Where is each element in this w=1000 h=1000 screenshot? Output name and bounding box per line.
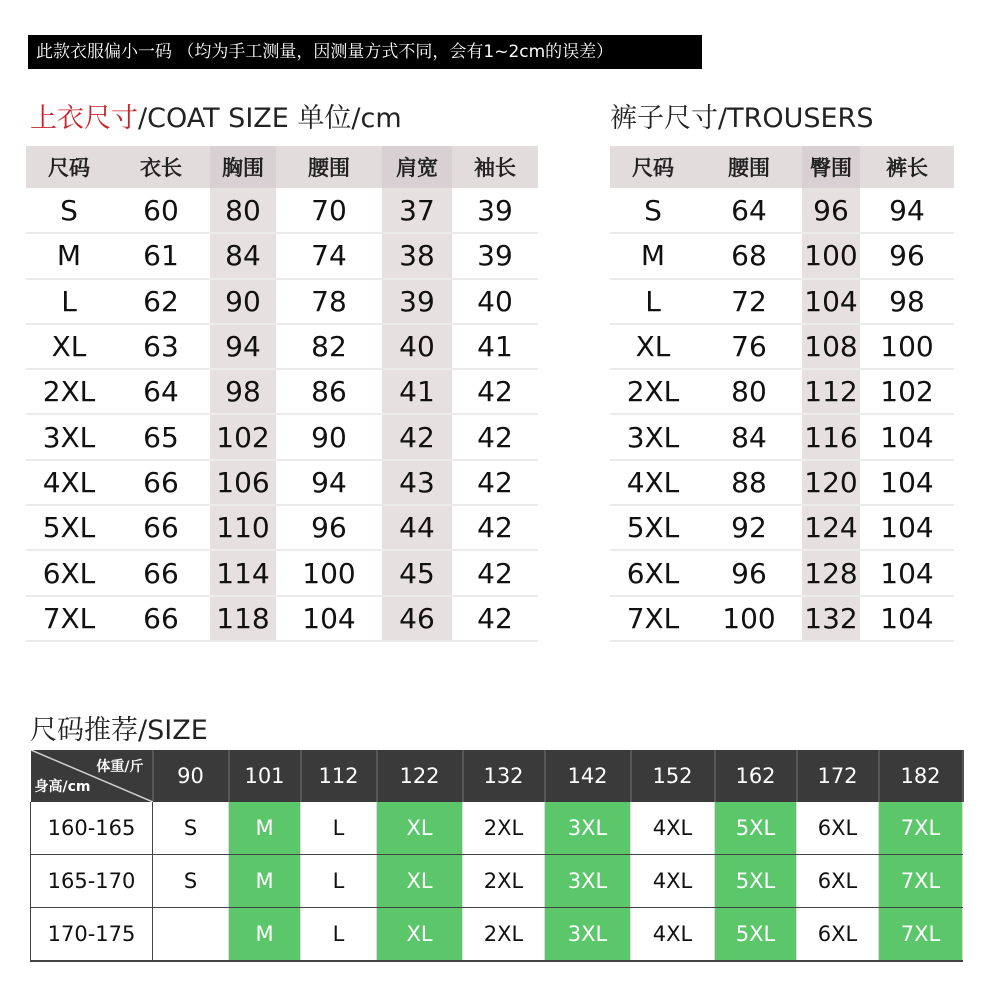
coat-size-cell: L xyxy=(26,279,112,324)
coat-size-cell: XL xyxy=(26,324,112,369)
coat-value-cell: 63 xyxy=(112,324,210,369)
coat-value-cell: 70 xyxy=(276,188,382,233)
recommended-size-cell: 3XL xyxy=(545,908,631,962)
coat-value-cell: 62 xyxy=(112,279,210,324)
coat-value-cell: 82 xyxy=(276,324,382,369)
trousers-row xyxy=(610,596,954,641)
coat-row xyxy=(26,369,538,414)
coat-value-cell: 39 xyxy=(382,279,452,324)
coat-value-cell: 38 xyxy=(382,233,452,278)
trousers-value-cell: 104 xyxy=(860,550,954,595)
recommended-size-cell: 4XL xyxy=(631,908,715,962)
trousers-row xyxy=(610,460,954,505)
coat-value-cell: 37 xyxy=(382,188,452,233)
trousers-value-cell: 104 xyxy=(860,505,954,550)
trousers-size-cell: L xyxy=(610,279,696,324)
coat-value-cell: 78 xyxy=(276,279,382,324)
coat-size-cell: 5XL xyxy=(26,505,112,550)
recommended-size-cell: L xyxy=(301,908,377,962)
recommend-row xyxy=(31,908,963,962)
trousers-value-cell: 120 xyxy=(802,460,860,505)
recommended-size-cell xyxy=(153,908,229,962)
trousers-size-cell: 4XL xyxy=(610,460,696,505)
coat-value-cell: 39 xyxy=(452,188,538,233)
coat-value-cell: 41 xyxy=(382,369,452,414)
coat-row xyxy=(26,596,538,641)
trousers-value-cell: 108 xyxy=(802,324,860,369)
coat-value-cell: 46 xyxy=(382,596,452,641)
trousers-value-cell: 116 xyxy=(802,414,860,459)
trousers-value-cell: 88 xyxy=(696,460,802,505)
coat-value-cell: 104 xyxy=(276,596,382,641)
trousers-value-cell: 112 xyxy=(802,369,860,414)
coat-value-cell: 96 xyxy=(276,505,382,550)
weight-header-cell: 101 xyxy=(229,750,301,802)
trousers-value-cell: 68 xyxy=(696,233,802,278)
weight-header-cell: 90 xyxy=(153,750,229,802)
trousers-value-cell: 72 xyxy=(696,279,802,324)
trousers-row xyxy=(610,188,954,233)
height-range-cell: 165-170 xyxy=(31,855,153,908)
coat-value-cell: 43 xyxy=(382,460,452,505)
trousers-row xyxy=(610,369,954,414)
coat-value-cell: 64 xyxy=(112,369,210,414)
trousers-size-table xyxy=(610,146,954,642)
weight-height-corner xyxy=(31,750,153,802)
weight-header-cell: 152 xyxy=(631,750,715,802)
trousers-row xyxy=(610,414,954,459)
recommended-size-cell: 2XL xyxy=(463,908,545,962)
corner-height-label: 身高/cm xyxy=(34,779,91,795)
recommended-size-cell: M xyxy=(229,855,301,908)
recommended-size-cell: M xyxy=(229,908,301,962)
coat-value-cell: 110 xyxy=(210,505,276,550)
recommended-size-cell: 5XL xyxy=(715,908,797,962)
coat-size-cell: 6XL xyxy=(26,550,112,595)
weight-header-cell: 122 xyxy=(377,750,463,802)
coat-header-cell: 肩宽 xyxy=(382,146,452,188)
recommended-size-cell: 6XL xyxy=(797,802,879,855)
coat-value-cell: 42 xyxy=(452,505,538,550)
recommend-row xyxy=(31,802,963,855)
coat-value-cell: 42 xyxy=(452,369,538,414)
size-recommend-title: 尺码推荐/SIZE xyxy=(30,715,208,746)
weight-header-cell: 162 xyxy=(715,750,797,802)
trousers-value-cell: 98 xyxy=(860,279,954,324)
trousers-value-cell: 100 xyxy=(696,596,802,641)
coat-value-cell: 98 xyxy=(210,369,276,414)
trousers-value-cell: 104 xyxy=(860,460,954,505)
trousers-value-cell: 94 xyxy=(860,188,954,233)
coat-value-cell: 66 xyxy=(112,550,210,595)
coat-value-cell: 60 xyxy=(112,188,210,233)
coat-value-cell: 42 xyxy=(382,414,452,459)
trousers-size-cell: 2XL xyxy=(610,369,696,414)
trousers-value-cell: 96 xyxy=(860,233,954,278)
recommended-size-cell: XL xyxy=(377,802,463,855)
coat-value-cell: 94 xyxy=(210,324,276,369)
coat-header-cell: 衣长 xyxy=(112,146,210,188)
coat-header-cell: 袖长 xyxy=(452,146,538,188)
coat-value-cell: 74 xyxy=(276,233,382,278)
trousers-row xyxy=(610,233,954,278)
trousers-value-cell: 128 xyxy=(802,550,860,595)
recommended-size-cell: 6XL xyxy=(797,855,879,908)
trousers-size-cell: 3XL xyxy=(610,414,696,459)
coat-value-cell: 42 xyxy=(452,414,538,459)
recommended-size-cell: 7XL xyxy=(879,908,963,962)
recommended-size-cell: M xyxy=(229,802,301,855)
trousers-value-cell: 96 xyxy=(802,188,860,233)
trousers-header-cell: 臀围 xyxy=(802,146,860,188)
trousers-size-cell: 6XL xyxy=(610,550,696,595)
recommended-size-cell: S xyxy=(153,855,229,908)
coat-value-cell: 106 xyxy=(210,460,276,505)
recommended-size-cell: L xyxy=(301,855,377,908)
coat-value-cell: 65 xyxy=(112,414,210,459)
height-range-cell: 170-175 xyxy=(31,908,153,962)
coat-size-cell: S xyxy=(26,188,112,233)
coat-value-cell: 80 xyxy=(210,188,276,233)
trousers-size-cell: M xyxy=(610,233,696,278)
trousers-value-cell: 104 xyxy=(860,596,954,641)
trousers-value-cell: 80 xyxy=(696,369,802,414)
trousers-value-cell: 96 xyxy=(696,550,802,595)
coat-value-cell: 42 xyxy=(452,596,538,641)
coat-value-cell: 40 xyxy=(382,324,452,369)
coat-value-cell: 86 xyxy=(276,369,382,414)
coat-value-cell: 42 xyxy=(452,460,538,505)
coat-row xyxy=(26,550,538,595)
coat-row xyxy=(26,324,538,369)
coat-title-en: /COAT SIZE 单位/cm xyxy=(138,103,402,134)
coat-size-cell: 4XL xyxy=(26,460,112,505)
coat-size-cell: 7XL xyxy=(26,596,112,641)
coat-row xyxy=(26,505,538,550)
trousers-header-cell: 尺码 xyxy=(610,146,696,188)
recommended-size-cell: 5XL xyxy=(715,802,797,855)
recommended-size-cell: 3XL xyxy=(545,855,631,908)
coat-value-cell: 84 xyxy=(210,233,276,278)
coat-value-cell: 90 xyxy=(210,279,276,324)
trousers-value-cell: 64 xyxy=(696,188,802,233)
recommended-size-cell: 7XL xyxy=(879,855,963,908)
recommended-size-cell: 5XL xyxy=(715,855,797,908)
size-recommend-table xyxy=(30,750,964,962)
coat-row xyxy=(26,460,538,505)
weight-header-cell: 172 xyxy=(797,750,879,802)
weight-header-cell: 142 xyxy=(545,750,631,802)
coat-size-title xyxy=(30,96,402,135)
trousers-row xyxy=(610,505,954,550)
trousers-value-cell: 104 xyxy=(802,279,860,324)
recommended-size-cell: 2XL xyxy=(463,802,545,855)
coat-row xyxy=(26,188,538,233)
coat-header-cell: 尺码 xyxy=(26,146,112,188)
trousers-value-cell: 76 xyxy=(696,324,802,369)
recommended-size-cell: L xyxy=(301,802,377,855)
trousers-row xyxy=(610,324,954,369)
coat-value-cell: 94 xyxy=(276,460,382,505)
coat-size-cell: 3XL xyxy=(26,414,112,459)
coat-value-cell: 40 xyxy=(452,279,538,324)
trousers-value-cell: 100 xyxy=(860,324,954,369)
coat-row xyxy=(26,279,538,324)
coat-value-cell: 44 xyxy=(382,505,452,550)
coat-size-cell: M xyxy=(26,233,112,278)
coat-value-cell: 102 xyxy=(210,414,276,459)
recommended-size-cell: 6XL xyxy=(797,908,879,962)
coat-value-cell: 66 xyxy=(112,460,210,505)
trousers-size-cell: S xyxy=(610,188,696,233)
coat-size-table xyxy=(26,146,538,642)
trousers-value-cell: 102 xyxy=(860,369,954,414)
recommended-size-cell: 4XL xyxy=(631,855,715,908)
coat-value-cell: 114 xyxy=(210,550,276,595)
coat-value-cell: 61 xyxy=(112,233,210,278)
trousers-value-cell: 132 xyxy=(802,596,860,641)
height-range-cell: 160-165 xyxy=(31,802,153,855)
recommended-size-cell: 7XL xyxy=(879,802,963,855)
coat-value-cell: 41 xyxy=(452,324,538,369)
recommended-size-cell: 2XL xyxy=(463,855,545,908)
coat-value-cell: 42 xyxy=(452,550,538,595)
coat-value-cell: 45 xyxy=(382,550,452,595)
coat-header-cell: 胸围 xyxy=(210,146,276,188)
trousers-value-cell: 84 xyxy=(696,414,802,459)
trousers-size-cell: 7XL xyxy=(610,596,696,641)
coat-size-cell: 2XL xyxy=(26,369,112,414)
weight-header-cell: 112 xyxy=(301,750,377,802)
recommended-size-cell: S xyxy=(153,802,229,855)
trousers-row xyxy=(610,550,954,595)
corner-weight-label: 体重/斤 xyxy=(96,759,144,775)
recommended-size-cell: 3XL xyxy=(545,802,631,855)
coat-value-cell: 66 xyxy=(112,596,210,641)
coat-value-cell: 66 xyxy=(112,505,210,550)
trousers-size-cell: 5XL xyxy=(610,505,696,550)
size-notice-banner: 此款衣服偏小一码 （均为手工测量，因测量方式不同，会有1~2cm的误差） xyxy=(28,35,702,69)
coat-value-cell: 118 xyxy=(210,596,276,641)
coat-header-cell: 腰围 xyxy=(276,146,382,188)
trousers-value-cell: 100 xyxy=(802,233,860,278)
coat-title-cn: 上衣尺寸 xyxy=(30,103,138,134)
trousers-row xyxy=(610,279,954,324)
coat-value-cell: 90 xyxy=(276,414,382,459)
trousers-header-cell: 腰围 xyxy=(696,146,802,188)
trousers-value-cell: 104 xyxy=(860,414,954,459)
trousers-header-cell: 裤长 xyxy=(860,146,954,188)
recommended-size-cell: 4XL xyxy=(631,802,715,855)
trousers-value-cell: 92 xyxy=(696,505,802,550)
recommend-row xyxy=(31,855,963,908)
coat-value-cell: 39 xyxy=(452,233,538,278)
coat-row xyxy=(26,233,538,278)
trousers-size-title: 裤子尺寸/TROUSERS xyxy=(610,103,874,134)
weight-header-cell: 182 xyxy=(879,750,963,802)
coat-row xyxy=(26,414,538,459)
trousers-value-cell: 124 xyxy=(802,505,860,550)
coat-value-cell: 100 xyxy=(276,550,382,595)
recommended-size-cell: XL xyxy=(377,855,463,908)
trousers-size-cell: XL xyxy=(610,324,696,369)
weight-header-cell: 132 xyxy=(463,750,545,802)
recommended-size-cell: XL xyxy=(377,908,463,962)
